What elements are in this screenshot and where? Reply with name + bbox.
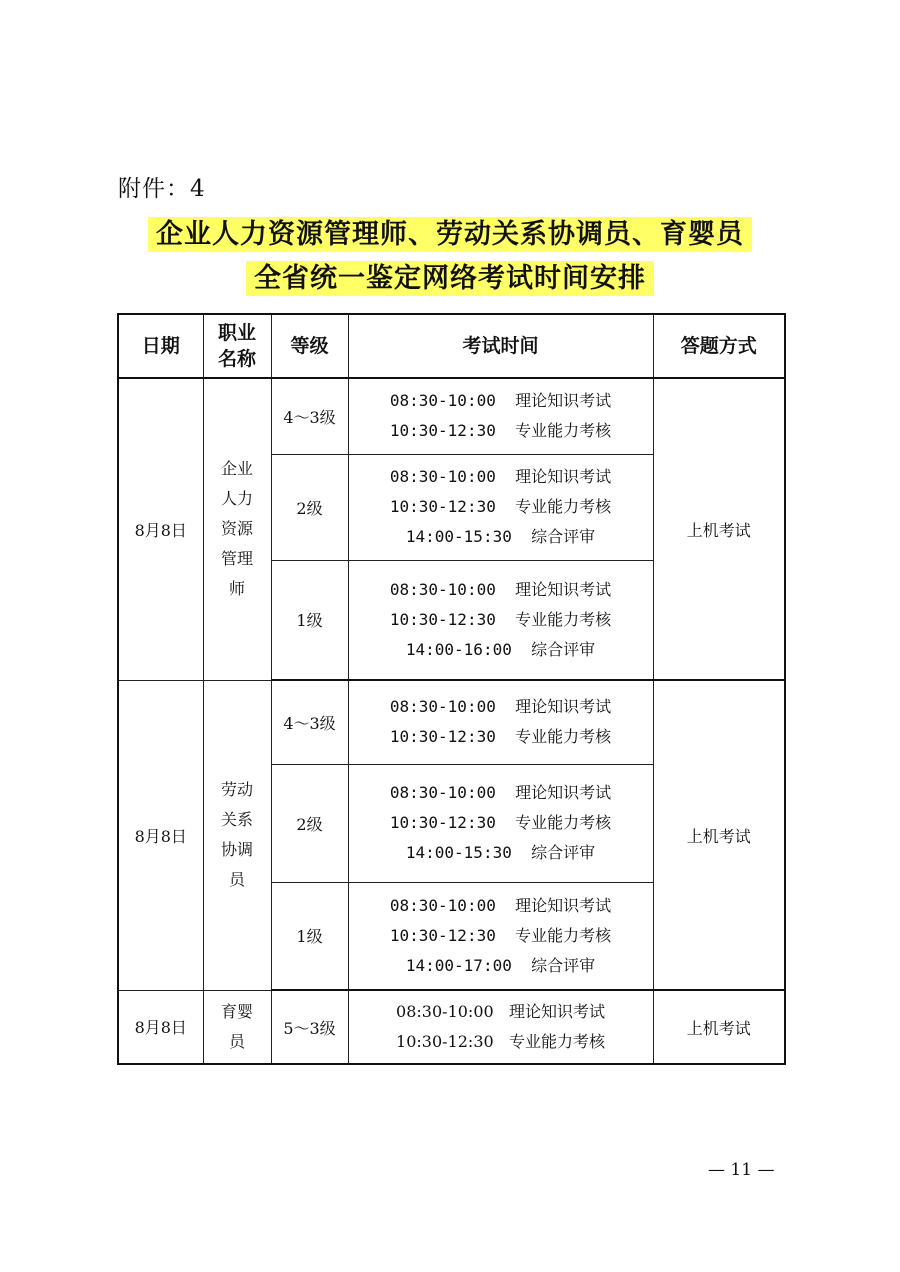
session-time: 08:30-10:00	[389, 697, 496, 717]
exam-time-cell	[348, 882, 653, 990]
session-time: 14:00-15:30	[405, 527, 512, 546]
session-line	[349, 997, 653, 1027]
session-line	[349, 808, 653, 838]
header-level: 等级	[271, 314, 348, 378]
level-cell: 1级	[271, 882, 348, 990]
session-subject: 理论知识考试	[515, 783, 612, 802]
session-time: 08:30-10:00	[389, 391, 496, 411]
session-subject: 专业能力考核	[515, 727, 612, 747]
date-cell: 8月8日	[118, 378, 203, 680]
session-line	[349, 492, 653, 522]
session-subject: 综合评审	[531, 639, 596, 659]
session-time: 10:30-12:30	[389, 609, 496, 629]
session-subject: 理论知识考试	[515, 895, 612, 915]
header-occupation: 职业名称	[203, 314, 271, 378]
session-subject: 专业能力考核	[515, 497, 612, 516]
session-time: 08:30-10:00	[389, 783, 496, 802]
session-time: 10:30-12:30	[389, 497, 496, 516]
exam-time-cell	[348, 990, 653, 1064]
level-cell: 2级	[271, 454, 348, 560]
session-line	[349, 635, 653, 665]
session-line	[349, 692, 653, 722]
session-line	[349, 838, 653, 868]
session-time: 14:00-17:00	[405, 955, 512, 975]
session-line	[349, 386, 653, 416]
session-time: 14:00-15:30	[405, 843, 512, 862]
exam-time-cell	[348, 454, 653, 560]
level-cell: 1级	[271, 560, 348, 680]
session-subject: 理论知识考试	[515, 391, 612, 411]
document-title-line1: 企业人力资源管理师、劳动关系协调员、育婴员	[0, 212, 900, 251]
exam-time-cell	[348, 680, 653, 764]
occupation-cell: 劳动关系协调员	[203, 680, 271, 990]
session-line	[349, 462, 653, 492]
occupation-cell: 企业人力资源管理师	[203, 378, 271, 680]
session-subject: 专业能力考核	[515, 609, 612, 629]
session-line	[349, 722, 653, 752]
session-time: 10:30-12:30	[389, 727, 496, 747]
table-header-row	[118, 314, 785, 378]
level-cell: 2级	[271, 764, 348, 882]
level-cell: 5～3级	[271, 990, 348, 1064]
session-line	[349, 778, 653, 808]
session-subject: 理论知识考试	[508, 1002, 605, 1021]
session-line	[349, 605, 653, 635]
date-cell: 8月8日	[118, 680, 203, 990]
session-subject: 理论知识考试	[515, 467, 612, 486]
exam-time-cell	[348, 560, 653, 680]
answer-method-cell: 上机考试	[653, 680, 785, 990]
session-line	[349, 522, 653, 552]
session-subject: 专业能力考核	[508, 1032, 605, 1051]
session-subject: 专业能力考核	[515, 813, 612, 832]
session-line	[349, 1027, 653, 1057]
page-number: — 11 —	[708, 1160, 775, 1180]
session-time: 14:00-16:00	[405, 639, 512, 659]
table-row	[118, 378, 785, 454]
session-subject: 专业能力考核	[515, 421, 612, 441]
header-answer-method: 答题方式	[653, 314, 785, 378]
session-time: 10:30-12:30	[396, 1032, 494, 1051]
table-row	[118, 990, 785, 1064]
session-subject: 综合评审	[531, 527, 596, 546]
answer-method-cell: 上机考试	[653, 378, 785, 680]
session-subject: 理论知识考试	[515, 579, 612, 599]
session-time: 10:30-12:30	[389, 421, 496, 441]
attachment-label: 附件：4	[118, 176, 206, 202]
document-title-line2: 全省统一鉴定网络考试时间安排	[0, 256, 900, 295]
header-exam-time: 考试时间	[348, 314, 653, 378]
answer-method-cell: 上机考试	[653, 990, 785, 1064]
session-time: 10:30-12:30	[389, 925, 496, 945]
table-row	[118, 680, 785, 764]
session-time: 10:30-12:30	[389, 813, 496, 832]
session-time: 08:30-10:00	[396, 1002, 494, 1021]
header-date: 日期	[118, 314, 203, 378]
session-time: 08:30-10:00	[389, 895, 496, 915]
session-line	[349, 416, 653, 446]
level-cell: 4～3级	[271, 680, 348, 764]
session-subject: 理论知识考试	[515, 697, 612, 717]
session-time: 08:30-10:00	[389, 579, 496, 599]
session-subject: 综合评审	[531, 955, 596, 975]
session-subject: 综合评审	[531, 843, 596, 862]
session-line	[349, 575, 653, 605]
occupation-cell: 育婴员	[203, 990, 271, 1064]
session-line	[349, 951, 653, 981]
exam-time-cell	[348, 378, 653, 454]
date-cell: 8月8日	[118, 990, 203, 1064]
session-line	[349, 891, 653, 921]
exam-time-cell	[348, 764, 653, 882]
session-subject: 专业能力考核	[515, 925, 612, 945]
session-time: 08:30-10:00	[389, 467, 496, 486]
session-line	[349, 921, 653, 951]
exam-schedule-table	[117, 313, 786, 1065]
level-cell: 4～3级	[271, 378, 348, 454]
